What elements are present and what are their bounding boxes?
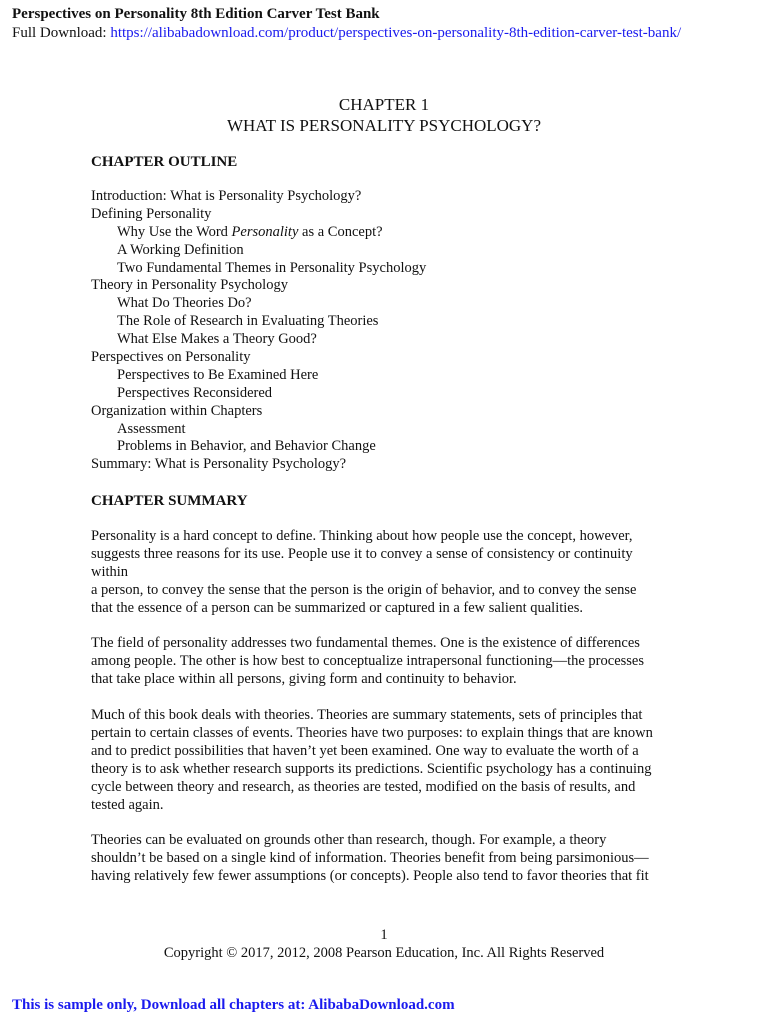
paragraph-line: that the essence of a person can be summarized or captured in a few salient qualities. [91,600,584,616]
paragraph-line: theory is to ask whether research supports its predictions. Scientific psychology has a continuing [91,761,652,777]
paragraph-line: cycle between theory and research, as theories are tested, modified on the basis of results, and [91,779,636,795]
outline-item: Summary: What is Personality Psychology? [91,456,347,473]
chapter-outline-list [91,188,426,474]
outline-item: Assessment [117,420,186,437]
chapter-title: WHAT IS PERSONALITY PSYCHOLOGY? [226,116,542,135]
outline-item: A Working Definition [117,241,244,258]
outline-item: Defining Personality [91,205,212,222]
outline-item-emphasis: Personality [231,223,299,240]
paragraph-line: Theories can be evaluated on grounds other than research, though. For example, a theory [91,832,607,848]
paragraph-line: among people. The other is how best to conceptualize intrapersonal functioning—the processes [91,653,644,669]
chapter-number: CHAPTER 1 [338,95,430,114]
paragraph-line: a person, to convey the sense that the person is the origin of behavior, and to convey the sense [91,582,637,598]
paragraph-line: tested again. [91,797,164,813]
outline-item: Theory in Personality Psychology [91,277,288,294]
chapter-outline-heading: CHAPTER OUTLINE [91,154,238,170]
paragraph-line: shouldn’t be based on a single kind of information. Theories benefit from being parsimonious— [91,850,649,866]
outline-item: Organization within Chapters [91,402,263,419]
paragraph-line: The field of personality addresses two fundamental themes. One is the existence of differences [91,635,640,651]
summary-paragraph [91,527,681,617]
outline-item: Perspectives to Be Examined Here [117,366,319,383]
paragraph-line: and to predict possibilities that haven’t yet been examined. One way to evaluate the worth of a [91,743,639,759]
page-number: 1 [380,927,388,943]
outline-item [91,224,426,242]
paragraph-line: Much of this book deals with theories. Theories are summary statements, sets of principles that [91,707,643,723]
summary-paragraph [91,634,681,688]
paragraph-line: within [91,564,129,580]
paragraph-line: suggests three reasons for its use. People use it to convey a sense of consistency or continuity [91,546,633,562]
outline-item: Perspectives Reconsidered [117,384,273,401]
outline-item: What Do Theories Do? [117,295,252,312]
chapter-summary-heading: CHAPTER SUMMARY [91,493,248,509]
full-download-link[interactable]: https://alibabadownload.com/product/perspectives-on-personality-8th-edition-carver-test-bank/ [110,25,682,41]
copyright-notice: Copyright © 2017, 2012, 2008 Pearson Education, Inc. All Rights Reserved [163,945,605,961]
outline-item: The Role of Research in Evaluating Theories [117,313,379,330]
outline-item: Two Fundamental Themes in Personality Psychology [117,259,427,276]
document-header-title: Perspectives on Personality 8th Edition Carver Test Bank [12,6,380,22]
paragraph-line: pertain to certain classes of events. Theories have two purposes: to explain things that are known [91,725,653,741]
full-download-line [12,24,681,42]
outline-item-text: Why Use the Word [117,223,232,240]
sample-download-footer[interactable]: This is sample only, Download all chapters at: AlibabaDownload.com [12,997,455,1013]
summary-paragraph [91,831,681,885]
outline-item: Problems in Behavior, and Behavior Change [117,438,376,455]
outline-item: Perspectives on Personality [91,349,251,366]
outline-item: What Else Makes a Theory Good? [117,331,317,348]
paragraph-line: that take place within all persons, giving form and continuity to behavior. [91,671,517,687]
outline-item: Introduction: What is Personality Psychology? [91,188,362,204]
paragraph-line: Personality is a hard concept to define. Thinking about how people use the concept, however, [91,528,633,544]
full-download-label: Full Download: [12,25,111,41]
outline-item-text: as a Concept? [298,223,383,240]
summary-paragraph [91,706,681,814]
paragraph-line: having relatively few fewer assumptions (or concepts). People also tend to favor theories that fit [91,868,649,884]
